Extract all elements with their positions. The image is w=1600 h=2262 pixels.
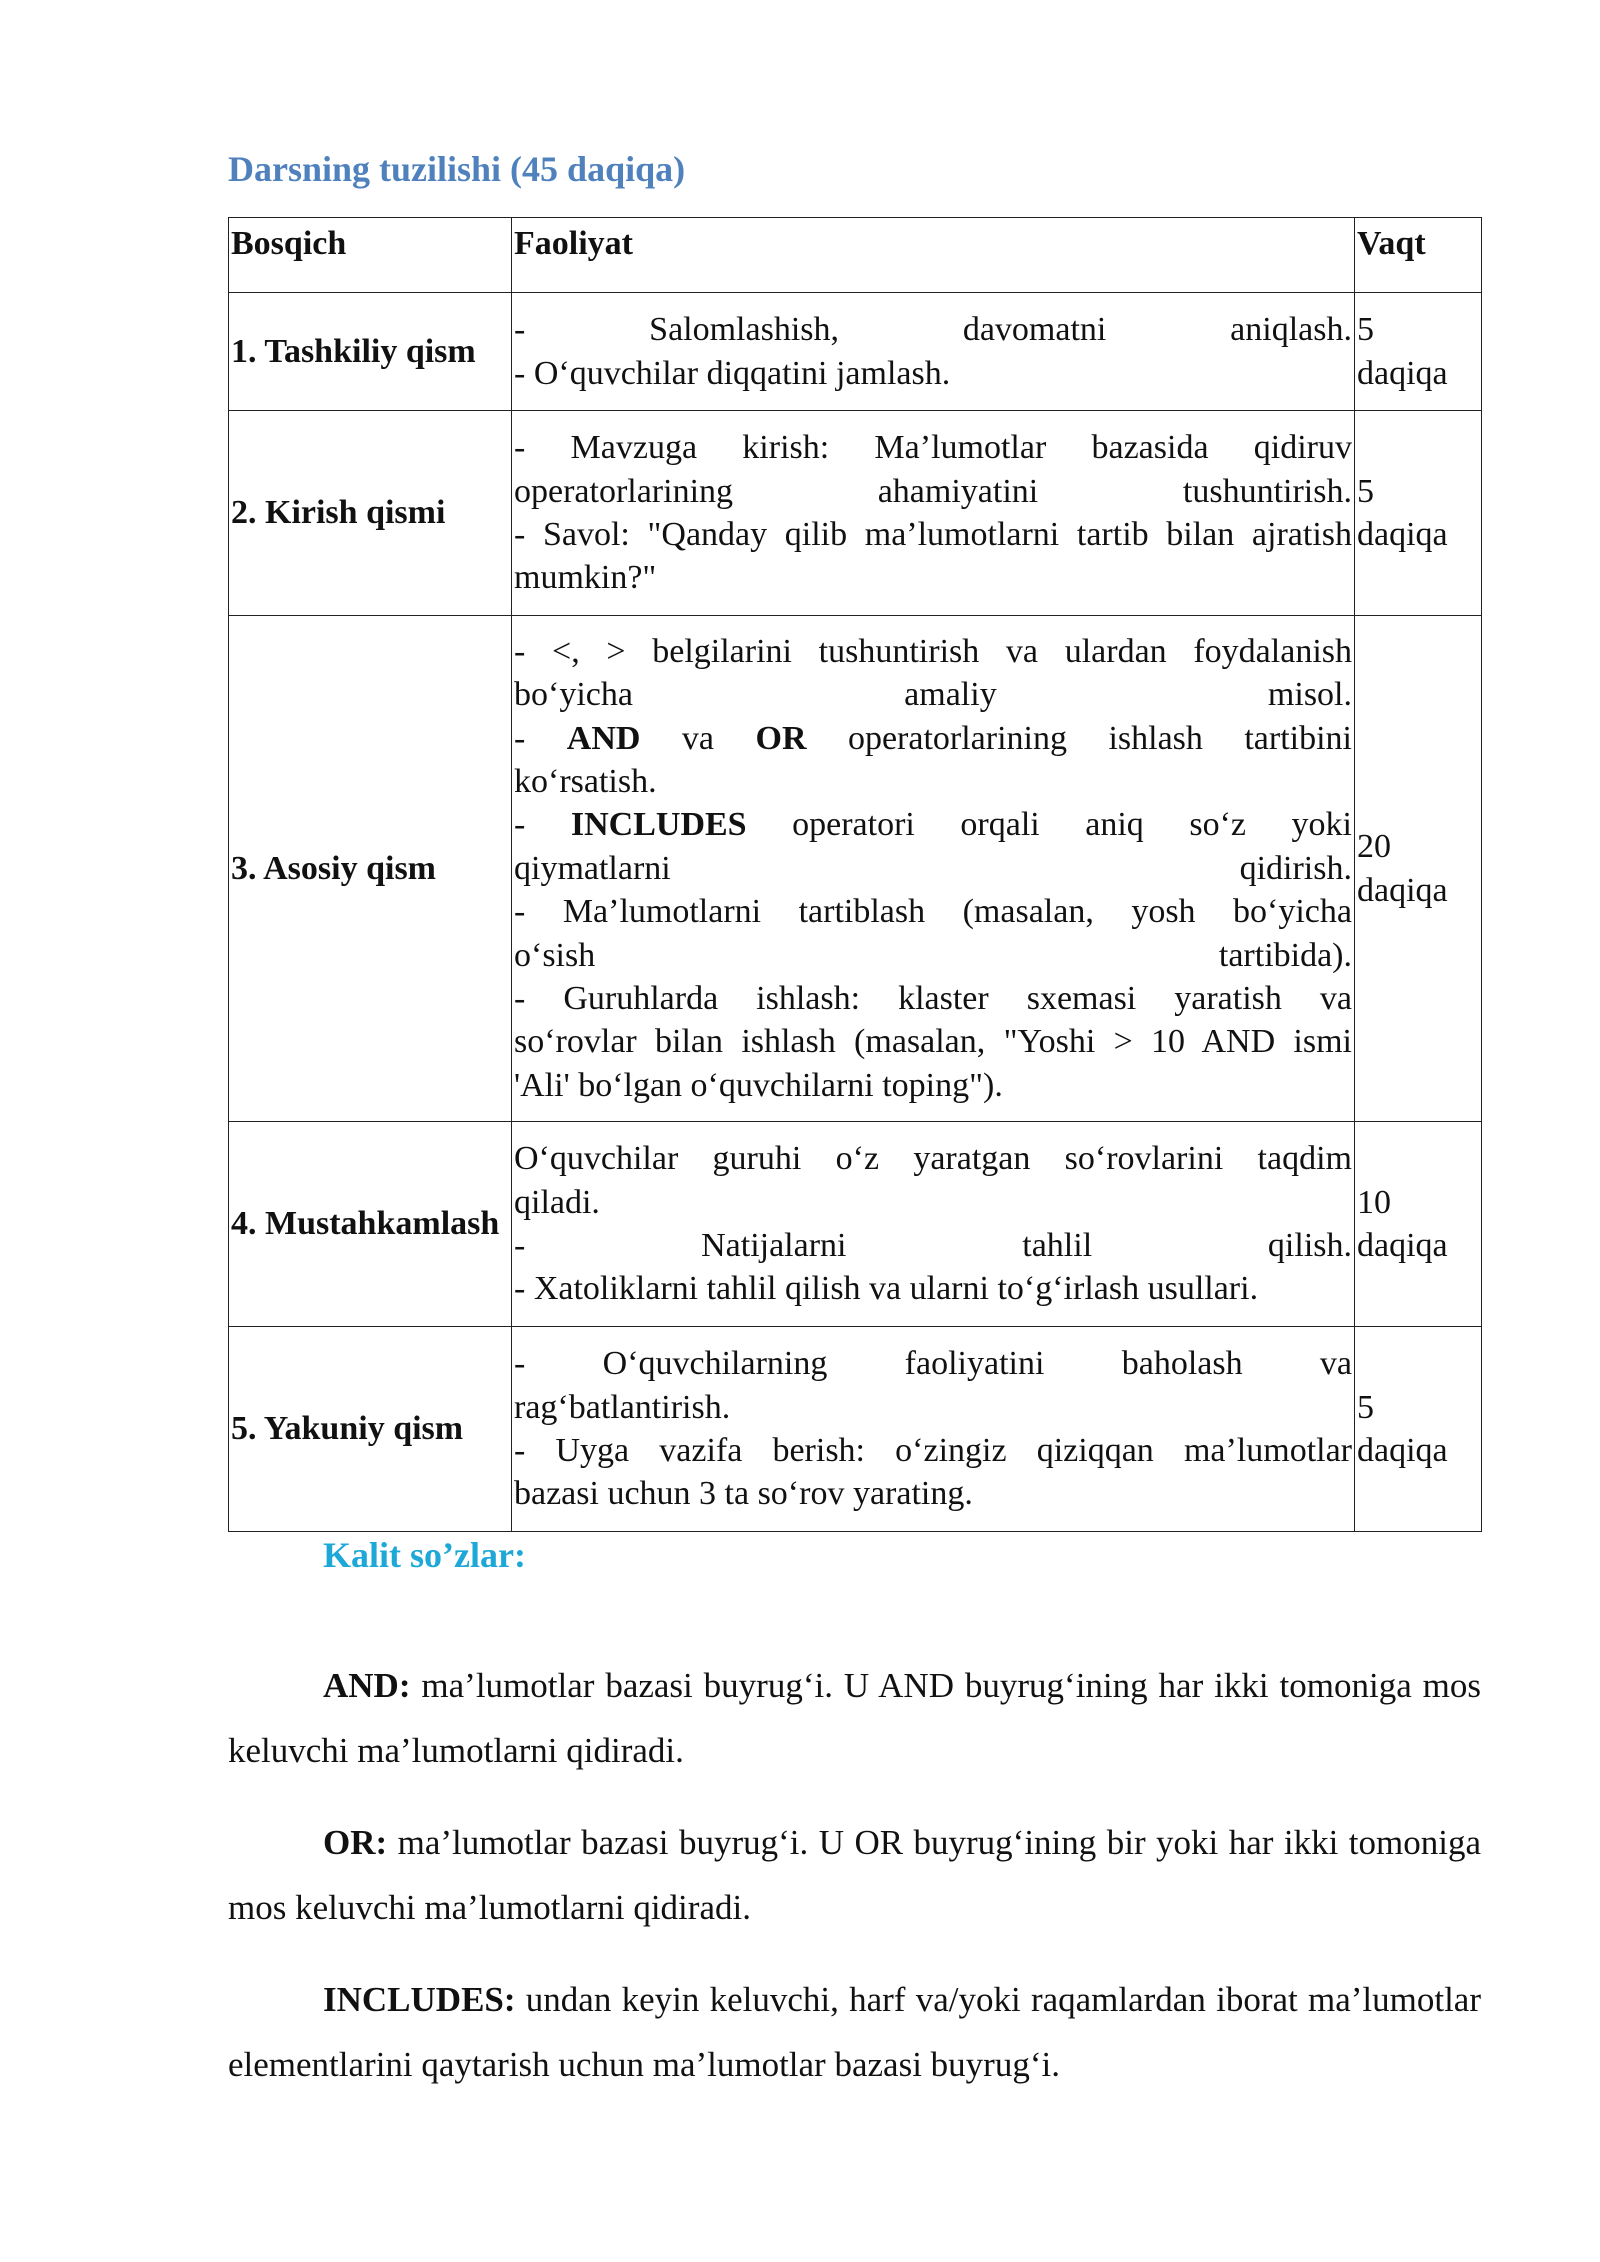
activity-cell xyxy=(512,411,1355,616)
activity-line: - Mavzuga kirish: Ma’lumotlar bazasida qidiruv xyxy=(514,429,1352,467)
keyword-term: AND: xyxy=(323,1666,411,1705)
activity-line: - Salomlashish, davomatni aniqlash. xyxy=(514,311,1352,349)
keyword-definition: ma’lumotlar bazasi buyrug‘i. U AND buyrug‘ining har ikki tomoniga mos keluvchi ma’lumotlarni qidiradi. xyxy=(228,1666,1481,1770)
activity-line: - INCLUDES operatori orqali aniq so‘z yoki xyxy=(514,806,1352,844)
activity-line: so‘rovlar bilan ishlash (masalan, "Yoshi > 10 AND ismi xyxy=(514,1023,1352,1061)
table-header-row xyxy=(229,218,1482,293)
activity-line: ko‘rsatish. xyxy=(514,762,657,800)
activity-line: - Natijalarni tahlil qilish. xyxy=(514,1227,1352,1264)
header-stage: Bosqich xyxy=(229,218,512,293)
stage-cell: 4. Mustahkamlash xyxy=(229,1122,512,1327)
time-cell xyxy=(1355,1327,1482,1532)
activity-line: rag‘batlantirish. xyxy=(514,1388,731,1426)
activity-line: o‘sish tartibida). xyxy=(514,936,1352,974)
table-row xyxy=(229,1327,1482,1532)
time-cell xyxy=(1355,293,1482,411)
activity-line: 'Ali' bo‘lgan o‘quvchilarni toping"). xyxy=(514,1066,1003,1104)
activity-line: O‘quvchilar guruhi o‘z yaratgan so‘rovlarini taqdim xyxy=(514,1140,1352,1178)
section-heading: Darsning tuzilishi (45 daqiqa) xyxy=(228,149,686,189)
table-row xyxy=(229,1122,1482,1327)
activity-cell xyxy=(512,1122,1355,1327)
activity-line: bazasi uchun 3 ta so‘rov yarating. xyxy=(514,1475,973,1513)
time-cell xyxy=(1355,616,1482,1122)
keyword-paragraph xyxy=(228,1653,1481,1783)
header-time: Vaqt xyxy=(1355,218,1482,293)
activity-line: qiladi. xyxy=(514,1183,600,1221)
time-cell xyxy=(1355,411,1482,616)
stage-cell: 5. Yakuniy qism xyxy=(229,1327,512,1532)
time-value: 5 xyxy=(1357,1388,1374,1426)
time-value: 20 xyxy=(1357,828,1391,866)
table-row xyxy=(229,616,1482,1122)
keyword-term: OR: xyxy=(323,1823,388,1862)
time-unit: daqiqa xyxy=(1357,516,1448,553)
stage-cell: 2. Kirish qismi xyxy=(229,411,512,616)
time-value: 5 xyxy=(1357,472,1374,510)
stage-cell: 1. Tashkiliy qism xyxy=(229,293,512,411)
keyword-term: INCLUDES: xyxy=(323,1980,516,2019)
activity-line: - O‘quvchilar diqqatini jamlash. xyxy=(514,354,951,392)
activity-line: mumkin?" xyxy=(514,559,657,597)
time-value: 5 xyxy=(1357,311,1374,349)
activity-line: - Ma’lumotlarni tartiblash (masalan, yosh bo‘yicha xyxy=(514,893,1352,931)
activity-line: - Guruhlarda ishlash: klaster sxemasi yaratish va xyxy=(514,980,1352,1018)
activity-cell xyxy=(512,616,1355,1122)
time-unit: daqiqa xyxy=(1357,354,1448,392)
activity-line: bo‘yicha amaliy misol. xyxy=(514,676,1352,714)
activity-cell xyxy=(512,293,1355,411)
time-unit: daqiqa xyxy=(1357,871,1448,909)
keyword-paragraph xyxy=(228,1810,1481,1940)
table-row xyxy=(229,411,1482,616)
table-row xyxy=(229,293,1482,411)
activity-line: qiymatlarni qidirish. xyxy=(514,849,1352,887)
keyword-definition: ma’lumotlar bazasi buyrug‘i. U OR buyrug‘ining bir yoki har ikki tomoniga mos keluvchi ma’lumotlarni qidiradi. xyxy=(228,1823,1481,1927)
activity-cell xyxy=(512,1327,1355,1532)
keyword-definition: undan keyin keluvchi, harf va/yoki raqamlardan iborat ma’lumotlar elementlarini qaytarish uchun ma’lumotlar bazasi buyrug‘i. xyxy=(228,1980,1481,2084)
activity-line: - O‘quvchilarning faoliyatini baholash va xyxy=(514,1345,1352,1383)
activity-line: - Savol: "Qanday qilib ma’lumotlarni tartib bilan ajratish xyxy=(514,516,1352,553)
activity-line: - AND va OR operatorlarining ishlash tartibini xyxy=(514,719,1353,757)
keyword-paragraph xyxy=(228,1967,1481,2097)
header-activity: Faoliyat xyxy=(512,218,1355,293)
activity-line: - Uyga vazifa berish: o‘zingiz qiziqqan ma’lumotlar xyxy=(514,1432,1352,1469)
time-value: 10 xyxy=(1357,1183,1391,1221)
stage-cell: 3. Asosiy qism xyxy=(229,616,512,1122)
time-unit: daqiqa xyxy=(1357,1432,1448,1469)
keywords-title: Kalit so’zlar: xyxy=(323,1535,526,1575)
activity-line: operatorlarining ahamiyatini tushuntirish. xyxy=(514,472,1352,510)
activity-line: - Xatoliklarni tahlil qilish va ularni to‘g‘irlash usullari. xyxy=(514,1270,1259,1308)
time-unit: daqiqa xyxy=(1357,1227,1448,1264)
lesson-structure-table xyxy=(228,217,1482,1532)
activity-line: - <, > belgilarini tushuntirish va ulardan foydalanish xyxy=(514,632,1352,670)
time-cell xyxy=(1355,1122,1482,1327)
